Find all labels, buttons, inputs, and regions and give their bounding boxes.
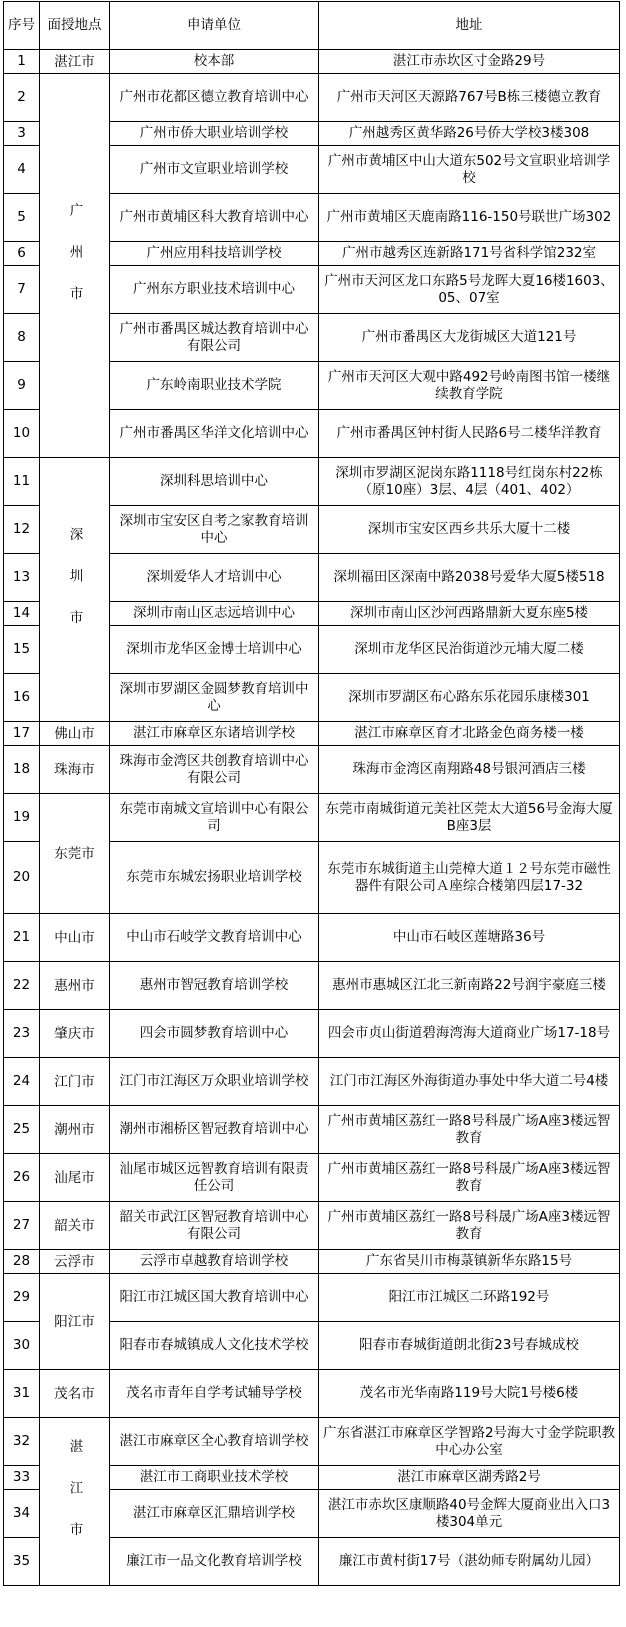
unit-cell: 湛江市麻章区全心教育培训学校 xyxy=(110,1418,319,1466)
row-number: 20 xyxy=(4,842,40,914)
address-cell: 湛江市赤坎区寸金路29号 xyxy=(319,50,620,74)
unit-cell: 广州市侨大职业培训学校 xyxy=(110,122,319,146)
row-number: 32 xyxy=(4,1418,40,1466)
unit-cell: 潮州市湘桥区智冠教育培训中心 xyxy=(110,1106,319,1154)
address-cell: 深圳福田区深南中路2038号爱华大厦5楼518 xyxy=(319,554,620,602)
row-number: 7 xyxy=(4,266,40,314)
location-cell: 广州市 xyxy=(40,74,110,458)
row-number: 16 xyxy=(4,674,40,722)
address-cell: 江门市江海区外海街道办事处中华大道二号4楼 xyxy=(319,1058,620,1106)
unit-cell: 广州市花都区德立教育培训中心 xyxy=(110,74,319,122)
unit-cell: 东莞市南城文宣培训中心有限公司 xyxy=(110,794,319,842)
row-number: 14 xyxy=(4,602,40,626)
table-row xyxy=(4,914,620,962)
address-cell: 广州市黄埔区天鹿南路116-150号联世广场302 xyxy=(319,194,620,242)
table-row xyxy=(4,1058,620,1106)
row-number: 19 xyxy=(4,794,40,842)
address-cell: 四会市贞山街道碧海湾海大道商业广场17-18号 xyxy=(319,1010,620,1058)
unit-cell: 深圳市宝安区自考之家教育培训中心 xyxy=(110,506,319,554)
row-number: 9 xyxy=(4,362,40,410)
table-row xyxy=(4,1106,620,1154)
row-number: 17 xyxy=(4,722,40,746)
address-cell: 广州市黄埔区荔红一路8号科晟广场A座3楼远智教育 xyxy=(319,1154,620,1202)
location-cell: 潮州市 xyxy=(40,1106,110,1154)
address-cell: 广州市天河区龙口东路5号龙晖大夏16楼1603、05、07室 xyxy=(319,266,620,314)
row-number: 35 xyxy=(4,1538,40,1586)
address-cell: 广州市天河区天源路767号B栋三楼德立教育 xyxy=(319,74,620,122)
address-cell: 惠州市惠城区江北三新南路22号润宇豪庭三楼 xyxy=(319,962,620,1010)
address-cell: 湛江市赤坎区康顺路40号金辉大厦商业出入口3楼304单元 xyxy=(319,1490,620,1538)
row-number: 28 xyxy=(4,1250,40,1274)
unit-cell: 汕尾市城区远智教育培训有限责任公司 xyxy=(110,1154,319,1202)
address-cell: 广州市番禺区钟村街人民路6号二楼华洋教育 xyxy=(319,410,620,458)
location-cell: 湛江市 xyxy=(40,50,110,74)
address-cell: 廉江市黄村街17号（湛幼师专附属幼儿园） xyxy=(319,1538,620,1586)
header-location: 面授地点 xyxy=(40,2,110,50)
address-cell: 广州市黄埔区荔红一路8号科晟广场A座3楼远智教育 xyxy=(319,1202,620,1250)
address-cell: 深圳市宝安区西乡共乐大厦十二楼 xyxy=(319,506,620,554)
address-cell: 东莞市东城街道主山莞樟大道１２号东莞市磁性器件有限公司Ａ座综合楼第四层17-32 xyxy=(319,842,620,914)
address-cell: 广东省湛江市麻章区学智路2号海大寸金学院职教中心办公室 xyxy=(319,1418,620,1466)
unit-cell: 湛江市工商职业技术学校 xyxy=(110,1466,319,1490)
location-cell: 湛江市 xyxy=(40,1418,110,1586)
unit-cell: 廉江市一品文化教育培训学校 xyxy=(110,1538,319,1586)
unit-cell: 茂名市青年自学考试辅导学校 xyxy=(110,1370,319,1418)
address-cell: 深圳市南山区沙河西路鼎新大夏东座5楼 xyxy=(319,602,620,626)
location-cell: 珠海市 xyxy=(40,746,110,794)
location-cell: 汕尾市 xyxy=(40,1154,110,1202)
unit-cell: 韶关市武江区智冠教育培训中心有限公司 xyxy=(110,1202,319,1250)
address-cell: 深圳市龙华区民治街道沙元埔大厦二楼 xyxy=(319,626,620,674)
unit-cell: 广东岭南职业技术学院 xyxy=(110,362,319,410)
header-no: 序号 xyxy=(4,2,40,50)
address-cell: 广州市黄埔区中山大道东502号文宣职业培训学校 xyxy=(319,146,620,194)
row-number: 26 xyxy=(4,1154,40,1202)
table-row xyxy=(4,794,620,842)
row-number: 22 xyxy=(4,962,40,1010)
unit-cell: 四会市圆梦教育培训中心 xyxy=(110,1010,319,1058)
unit-cell: 深圳爱华人才培训中心 xyxy=(110,554,319,602)
table-row xyxy=(4,1370,620,1418)
row-number: 21 xyxy=(4,914,40,962)
address-cell: 阳春市春城街道朗北街23号春城成校 xyxy=(319,1322,620,1370)
address-cell: 广州越秀区黄华路26号侨大学校3楼308 xyxy=(319,122,620,146)
unit-cell: 珠海市金湾区共创教育培训中心有限公司 xyxy=(110,746,319,794)
address-cell: 广州市越秀区连新路171号省科学馆232室 xyxy=(319,242,620,266)
row-number: 29 xyxy=(4,1274,40,1322)
table-row xyxy=(4,1274,620,1322)
unit-cell: 广州市番禺区城达教育培训中心有限公司 xyxy=(110,314,319,362)
location-cell: 东莞市 xyxy=(40,794,110,914)
row-number: 10 xyxy=(4,410,40,458)
address-cell: 广州市番禺区大龙街城区大道121号 xyxy=(319,314,620,362)
location-cell: 韶关市 xyxy=(40,1202,110,1250)
table-row xyxy=(4,74,620,122)
unit-cell: 中山市石岐学文教育培训中心 xyxy=(110,914,319,962)
address-cell: 珠海市金湾区南翔路48号银河酒店三楼 xyxy=(319,746,620,794)
row-number: 34 xyxy=(4,1490,40,1538)
address-cell: 东莞市南城街道元美社区莞太大道56号金海大厦B座3层 xyxy=(319,794,620,842)
institution-table-sheet xyxy=(3,1,620,1586)
location-cell: 中山市 xyxy=(40,914,110,962)
table-row xyxy=(4,1010,620,1058)
unit-cell: 广州市文宣职业培训学校 xyxy=(110,146,319,194)
institution-table xyxy=(3,1,620,1586)
row-number: 18 xyxy=(4,746,40,794)
location-cell: 茂名市 xyxy=(40,1370,110,1418)
location-cell: 阳江市 xyxy=(40,1274,110,1370)
unit-cell: 深圳市龙华区金博士培训中心 xyxy=(110,626,319,674)
location-cell: 惠州市 xyxy=(40,962,110,1010)
row-number: 13 xyxy=(4,554,40,602)
location-cell: 江门市 xyxy=(40,1058,110,1106)
row-number: 33 xyxy=(4,1466,40,1490)
unit-cell: 校本部 xyxy=(110,50,319,74)
table-row xyxy=(4,50,620,74)
row-number: 11 xyxy=(4,458,40,506)
table-row xyxy=(4,458,620,506)
address-cell: 广州市天河区大观中路492号岭南图书馆一楼继续教育学院 xyxy=(319,362,620,410)
address-cell: 深圳市罗湖区布心路东乐花园乐康楼301 xyxy=(319,674,620,722)
unit-cell: 东莞市东城宏扬职业培训学校 xyxy=(110,842,319,914)
row-number: 24 xyxy=(4,1058,40,1106)
row-number: 5 xyxy=(4,194,40,242)
row-number: 15 xyxy=(4,626,40,674)
header-unit: 申请单位 xyxy=(110,2,319,50)
unit-cell: 阳春市春城镇成人文化技术学校 xyxy=(110,1322,319,1370)
unit-cell: 深圳市罗湖区金圆梦教育培训中心 xyxy=(110,674,319,722)
location-cell: 佛山市 xyxy=(40,722,110,746)
unit-cell: 湛江市麻章区东诸培训学校 xyxy=(110,722,319,746)
unit-cell: 云浮市卓越教育培训学校 xyxy=(110,1250,319,1274)
unit-cell: 湛江市麻章区汇鼎培训学校 xyxy=(110,1490,319,1538)
address-cell: 湛江市麻章区湖秀路2号 xyxy=(319,1466,620,1490)
row-number: 30 xyxy=(4,1322,40,1370)
location-cell: 深圳市 xyxy=(40,458,110,722)
unit-cell: 广州市番禺区华洋文化培训中心 xyxy=(110,410,319,458)
table-row xyxy=(4,746,620,794)
location-cell: 云浮市 xyxy=(40,1250,110,1274)
unit-cell: 广州市黄埔区科大教育培训中心 xyxy=(110,194,319,242)
table-row xyxy=(4,962,620,1010)
address-cell: 阳江市江城区二环路192号 xyxy=(319,1274,620,1322)
row-number: 3 xyxy=(4,122,40,146)
row-number: 27 xyxy=(4,1202,40,1250)
row-number: 6 xyxy=(4,242,40,266)
address-cell: 茂名市光华南路119号大院1号楼6楼 xyxy=(319,1370,620,1418)
row-number: 23 xyxy=(4,1010,40,1058)
row-number: 8 xyxy=(4,314,40,362)
table-row xyxy=(4,1154,620,1202)
header-row xyxy=(4,2,620,50)
unit-cell: 深圳市南山区志远培训中心 xyxy=(110,602,319,626)
table-row xyxy=(4,1418,620,1466)
unit-cell: 阳江市江城区国大教育培训中心 xyxy=(110,1274,319,1322)
address-cell: 广东省吴川市梅菉镇新华东路15号 xyxy=(319,1250,620,1274)
unit-cell: 深圳科思培训中心 xyxy=(110,458,319,506)
row-number: 2 xyxy=(4,74,40,122)
row-number: 4 xyxy=(4,146,40,194)
row-number: 1 xyxy=(4,50,40,74)
table-row xyxy=(4,722,620,746)
location-cell: 肇庆市 xyxy=(40,1010,110,1058)
row-number: 31 xyxy=(4,1370,40,1418)
address-cell: 中山市石岐区莲塘路36号 xyxy=(319,914,620,962)
table-row xyxy=(4,1202,620,1250)
row-number: 12 xyxy=(4,506,40,554)
unit-cell: 惠州市智冠教育培训学校 xyxy=(110,962,319,1010)
address-cell: 湛江市麻章区育才北路金色商务楼一楼 xyxy=(319,722,620,746)
unit-cell: 广州东方职业技术培训中心 xyxy=(110,266,319,314)
address-cell: 深圳市罗湖区泥岗东路1118号红岗东村22栋（原10座）3层、4层（401、402） xyxy=(319,458,620,506)
row-number: 25 xyxy=(4,1106,40,1154)
address-cell: 广州市黄埔区荔红一路8号科晟广场A座3楼远智教育 xyxy=(319,1106,620,1154)
unit-cell: 广州应用科技培训学校 xyxy=(110,242,319,266)
header-address: 地址 xyxy=(319,2,620,50)
unit-cell: 江门市江海区万众职业培训学校 xyxy=(110,1058,319,1106)
table-row xyxy=(4,1250,620,1274)
